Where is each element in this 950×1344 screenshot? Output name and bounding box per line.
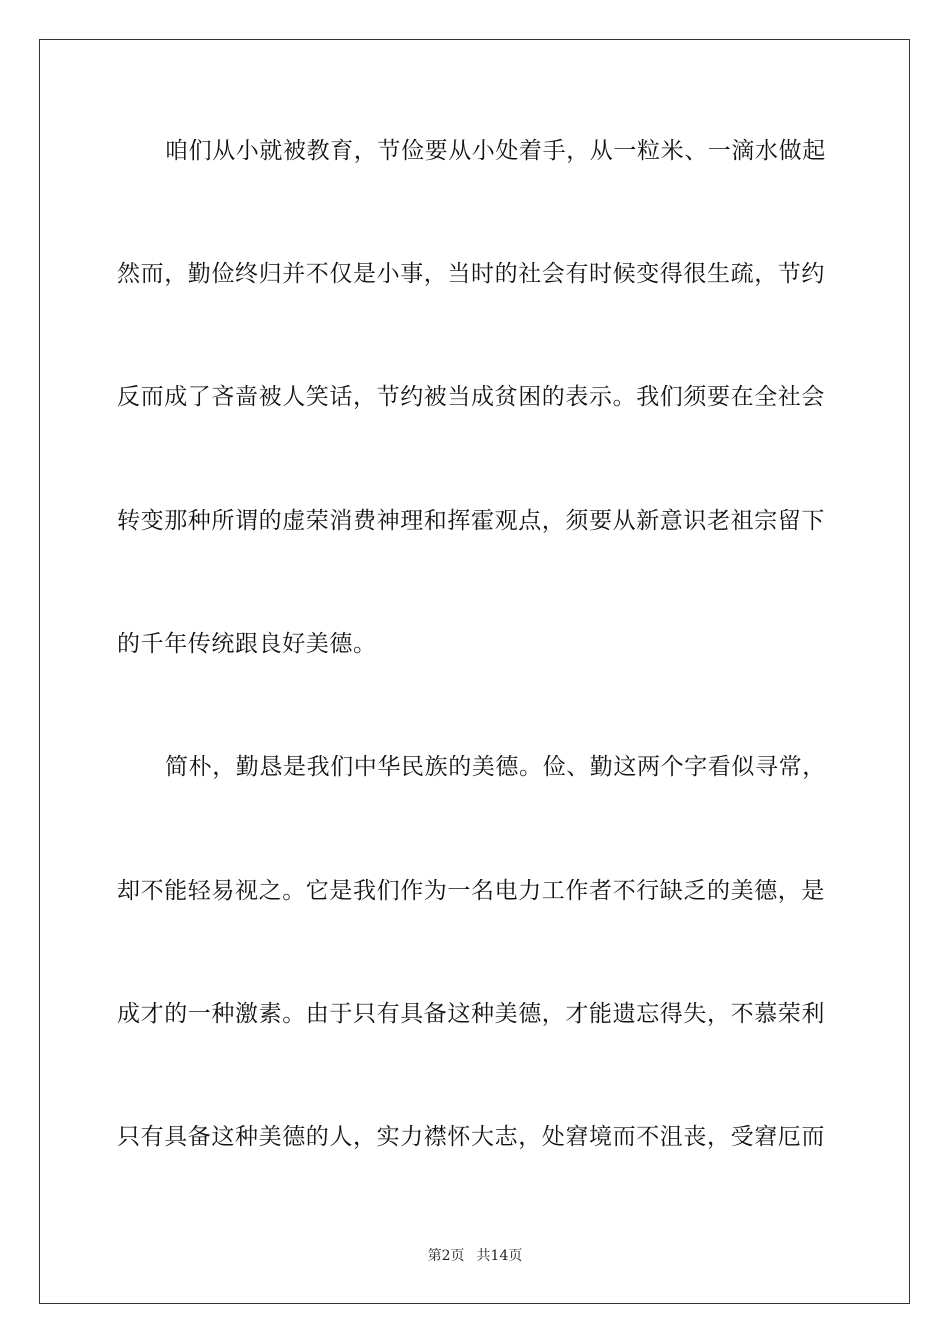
page-total: 共14页 — [476, 1248, 523, 1264]
paragraph-line: 转变那种所谓的虚荣消费神理和挥霍观点，须要从新意识老祖宗留下 — [117, 508, 825, 534]
paragraph-line: 的千年传统跟良好美德。 — [117, 631, 377, 657]
paragraph-line: 咱们从小就被教育，节俭要从小处着手，从一粒米、一滴水做起 — [165, 138, 826, 164]
paragraph-line: 却不能轻易视之。它是我们作为一名电力工作者不行缺乏的美德，是 — [117, 878, 825, 904]
paragraph-line: 简朴，勤恳是我们中华民族的美德。俭、勤这两个字看似寻常， — [165, 754, 826, 780]
paragraph-line: 成才的一种激素。由于只有具备这种美德，才能遗忘得失，不慕荣利 — [117, 1001, 825, 1027]
paragraph-line: 反而成了吝啬被人笑话，节约被当成贫困的表示。我们须要在全社会 — [117, 384, 825, 410]
paragraph-line: 然而，勤俭终归并不仅是小事，当时的社会有时候变得很生疏，节约 — [117, 261, 825, 287]
page-footer — [0, 1247, 950, 1265]
paragraph-line: 只有具备这种美德的人，实力襟怀大志，处窘境而不沮丧，受窘厄而 — [117, 1124, 825, 1150]
page-number: 第2页 — [427, 1248, 465, 1264]
page-frame — [39, 39, 910, 1304]
